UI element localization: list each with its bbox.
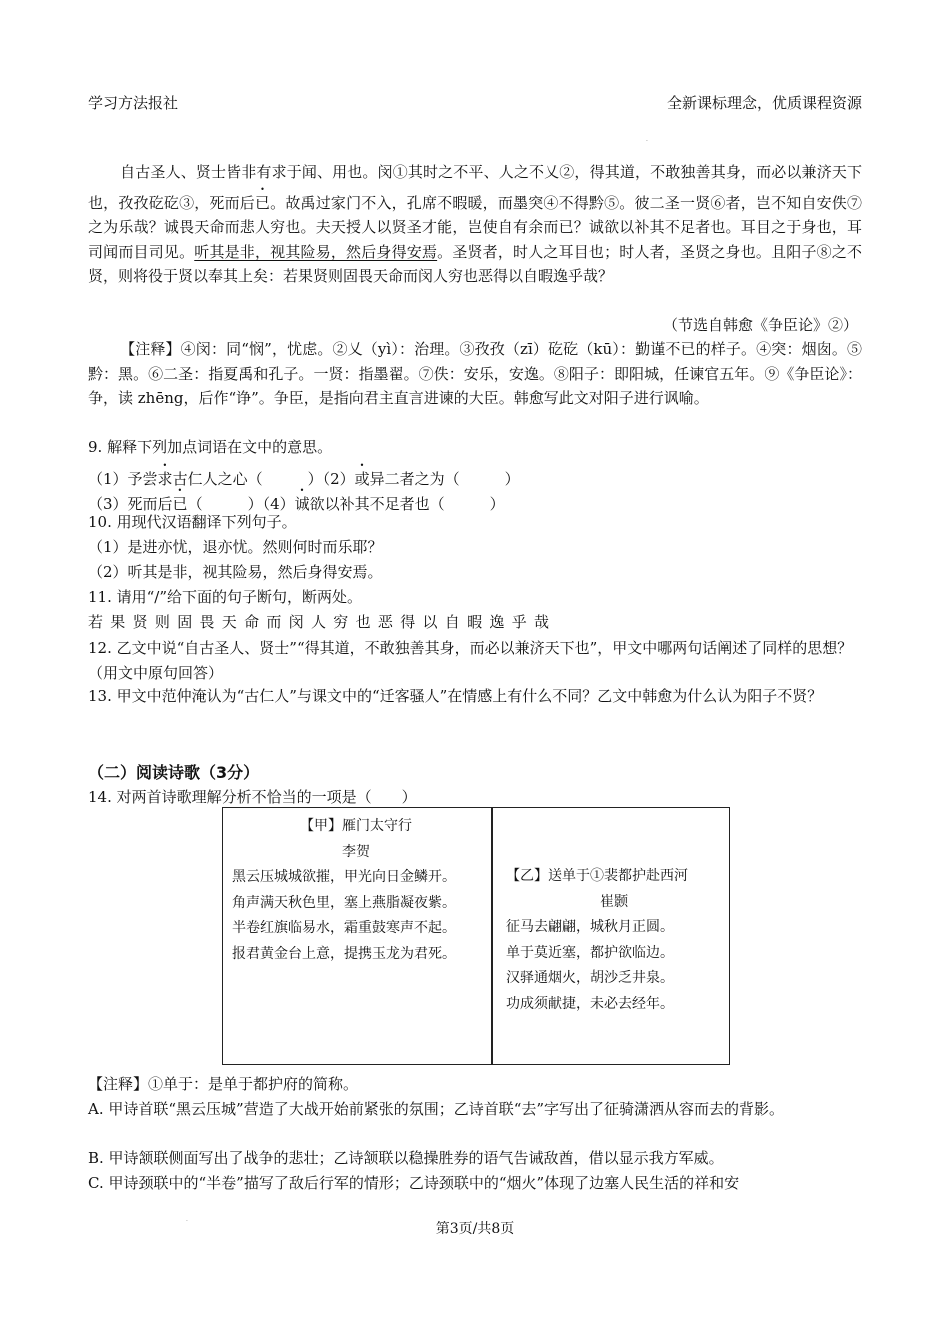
passage-paragraph: [88, 160, 862, 289]
question-13: 13. 甲文中范仲淹认为“古仁人”与课文中的“迁客骚人”在情感上有什么不同？乙文中韩愈为什么认为阳子不贤？: [88, 687, 823, 705]
poem-table-divider: [491, 807, 493, 1065]
passage-emph: 已: [254, 193, 271, 212]
question-11: 11. 请用“/”给下面的句子断句，断两处。: [88, 588, 363, 606]
poem-b-title: 【乙】送单于①裴都护赴西河: [506, 868, 688, 884]
poem-note: 【注释】①单于：是单于都护府的简称。: [88, 1075, 359, 1093]
question-11-text[interactable]: 若果贤则固畏天命而闵人穷也恶得以自暇逸乎哉: [88, 613, 557, 631]
poem-a-author: 李贺: [342, 843, 370, 860]
q9-2-word: 或: [354, 470, 370, 488]
poem-b-line: 功成须献捷，未必去经年。: [506, 995, 674, 1012]
page-footer: 第3页/共8页: [435, 1221, 515, 1237]
poem-a-line: 黑云压城城欲摧，甲光向日金鳞开。: [232, 869, 456, 885]
q9-3-prefix: （3）死而后: [88, 495, 173, 513]
question-14: 14. 对两首诗歌理解分析不恰当的一项是（ ）: [88, 788, 417, 806]
poem-b-author: 崔颢: [600, 893, 628, 910]
q9-3-suffix[interactable]: （ ）（4）: [187, 495, 295, 513]
passage-source: （节选自韩愈《争臣论》②）: [662, 316, 858, 334]
question-10-1: （1）是进亦忧，退亦忧。然则何时而乐耶？: [88, 538, 383, 556]
q9-4-suffix[interactable]: 欲以补其不足者也（ ）: [309, 495, 505, 513]
passage-text-a: 自古圣人、贤士皆非有求于闻、用也。闵①其时之不平、人之不乂②，得其道，不敢独善其身，而必以兼济天下也，孜孜矻矻③，死而后: [88, 163, 862, 212]
passage-text-c: 。圣贤者，时人之耳目也；时人者，圣贤之身也。且阳子⑧之不贤，则将役于贤以奉其上矣：若果贤则固畏天命而闵人穷也恶得以自暇逸乎哉？: [88, 242, 862, 285]
question-10: 10. 用现代汉语翻译下列句子。: [88, 513, 297, 531]
option-b[interactable]: B. 甲诗颔联侧面写出了战争的悲壮；乙诗颔联以稳操胜券的语气告诫敌酋，借以显示我方军威。: [88, 1149, 724, 1167]
section-2-title: （二）阅读诗歌（3分）: [88, 763, 260, 782]
poem-b: [506, 864, 722, 1017]
poem-a: [232, 814, 480, 967]
question-9: 9. 解释下列加点词语在文中的意思。: [88, 438, 333, 456]
poem-b-line: 单于莫近塞，都护欲临边。: [506, 944, 674, 961]
option-c[interactable]: C. 甲诗颈联中的“半卷”描写了敌后行军的情形；乙诗颈联中的“烟火”体现了边塞人民生活的祥和安: [88, 1174, 740, 1192]
poem-a-title: 【甲】雁门太守行: [300, 818, 412, 834]
q9-1-word: 求: [157, 470, 173, 488]
option-a[interactable]: A. 甲诗首联“黑云压城”营造了大战开始前紧张的氛围；乙诗首联“去”字写出了征骑潇洒从容而去的背影。: [88, 1100, 785, 1118]
scan-dot: ·: [646, 138, 648, 145]
poem-a-line: 报君黄金台上意，提携玉龙为君死。: [232, 945, 456, 962]
question-10-2: （2）听其是非，视其险易，然后身得安焉。: [88, 563, 383, 581]
q9-4-word: 诚: [294, 495, 310, 513]
notes-text: 【注释】④闵：同“悯”，忧虑。②乂（yì）：治理。③孜孜（zī）矻矻（kū）：勤谨不已的样子。④突：烟囱。⑤黔：黑。⑥二圣：指夏禹和孔子。一贤：指墨翟。⑦佚：安乐，安逸。⑧阳子：即阳城，任谏官五年。⑨《争臣论》：争，读 zhēng，后作“诤”。争臣，是指向君主直言进谏的大臣。韩愈写此文对阳子进行讽喻。: [88, 340, 862, 407]
poem-b-line: 征马去翩翩，城秋月正圆。: [506, 919, 674, 935]
question-9-row-2: [88, 486, 505, 514]
q9-1-prefix: （1）予尝: [88, 470, 158, 488]
poem-b-line: 汉驿通烟火，胡沙乏井泉。: [506, 970, 674, 986]
passage-text-b: 。故禹过家门不入，孔席不暇暖，而墨突④不得黔⑤。彼二圣一贤⑥者，岂不知自安佚⑦之为乐哉？诚畏天命而悲人穷也。夫天授人以贤圣才能，岂使自有余而已？诚欲以补其不足者也。耳目之于身也，耳司闻而目司见。: [88, 193, 862, 261]
q9-2-suffix[interactable]: 异二者之为（ ）: [369, 470, 520, 488]
annotation-notes: [88, 337, 862, 411]
scan-dot-footer: ·: [186, 1218, 188, 1225]
poem-a-line: 半卷红旗临易水，霜重鼓寒声不起。: [232, 920, 456, 936]
q9-3-word: 已: [172, 495, 188, 513]
question-9-row-1: [88, 461, 520, 489]
header-right: 全新课标理念，优质课程资源: [666, 94, 862, 112]
question-12: 12. 乙文中说“自古圣人、贤士”“得其道，不敢独善其身，而必以兼济天下也”，甲文中哪两句话阐述了同样的思想？（用文中原句回答）: [88, 639, 853, 682]
passage-underline: 听其是非，视其险易，然后身得安焉: [194, 242, 438, 261]
header-left: 学习方法报社: [88, 94, 179, 112]
q9-1-suffix[interactable]: 古仁人之心（ ）（2）: [172, 470, 355, 488]
poem-a-line: 角声满天秋色里，塞上燕脂凝夜紫。: [232, 894, 456, 911]
